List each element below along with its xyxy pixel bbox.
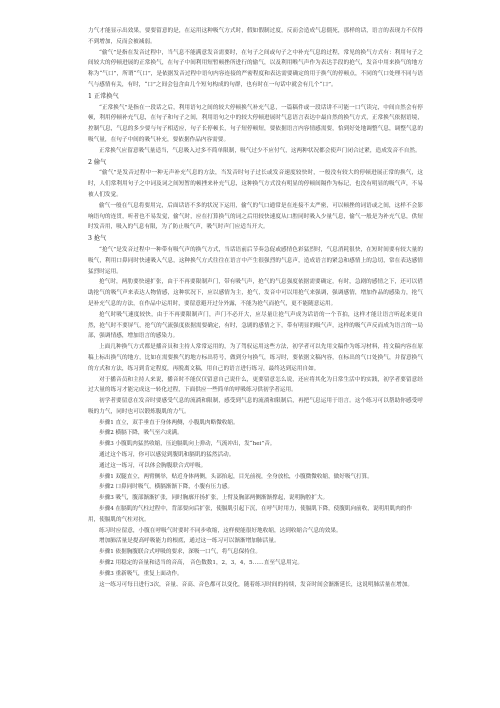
exercise-step: 步骤3 小腹肌肉猛然收缩，压迫膈肌向上弹动，气流冲出，发“hei”音。 — [99, 441, 276, 448]
paragraph: 正常换气应留意吸气量适当，气息吸入过多不简单限制，吸气过少不应付气，这两种状况都会使声门闭合过紧，造成发音不自然。 — [99, 147, 421, 154]
exercise-step: 步骤3 吸气，腹部渐渐扩张，同时胸廓开扬扩张，上臂及胸部两侧渐渐撑起，说明胸腔扩大。 — [99, 495, 329, 502]
exercise-step: 步骤1 双腿直立，两臂侧举，贴近身体两侧，头部抬起，目光前视，全身放松，小腹微微收缩，做好吸气打算。 — [99, 473, 373, 480]
exercise-step: 步骤1 依据胸腹联合式呼吸的要求，深吸一口气，将气息保持住。 — [99, 549, 261, 556]
exercise-step: 步骤2 横膈下降，吸气至六成满。 — [99, 430, 183, 437]
exercise-step: 步骤1 直立，双手垂直于身体两侧，小腹肌肉略微收缩。 — [99, 419, 239, 426]
document-page — [88, 0, 423, 590]
paragraph: 通过这个练习，你可以感觉到腹肌和膈肌的猛然活动。 — [99, 452, 235, 459]
exercise-step: 步骤3 重新吸气，重复上面动作。 — [99, 570, 183, 577]
paragraph: “偷气”是发音过程中一种无声补充气息的方法，当发音时句子过长或发音速度较快时，一般没有较大的停顿进展正常的换气，这时，人们常利用句子之中词及词之间短暂的顿挫来补充气息，这种换气方式没有明显的停顿间隔作为标记，也没有明显的吸气声，不易被人们发觉。 — [88, 170, 423, 198]
exercise-step: 步骤4 在膈肌的气柱过程中，背部要向后扩张，使膈肌引起下沉，在呼气时用力，使膈肌下降，使腹肌向前收，说明用肌肉的作用，使膈肌的气柱对抗。 — [88, 506, 412, 523]
paragraph: 抢气时，两肋要快速扩张，由于不再要限制声门，带有吸气声，抢气的气息强度依据需要确定，有时，急剧的感情之下，还可以借助抢气的吸气声来表达人物情感，这种状况下，应以感情为主，抢气，发音中可以用抢气来强调，强调感情，增加作品的感染力，抢气是补充气息的方法，在作品中运用时，要留意避开过分外露，不能为抢气而抢气，更不能随意运用。 — [88, 279, 423, 307]
section-heading: 1 正常换气 — [88, 92, 119, 100]
paragraph: “正常换气”是指在一段话之后，利用语句之间的较大停顿换气补充气息，一篇稿件或一段话讲不可能一口气读完，中间自然会有停顿，利用停顿补充气息，在句子和句子之间，利用语句之中的较大停顿进展时气息语言表达中最自然的换气方式，正常换气依据语境，控制气息，气息的多少要与句子相适应，句子长停顿长，句子短停顿短，要依据语言内容情感需要，恰到好处地调整气息，调整气息的吸气量，在句子中间的吸气补充，要依据作品内容需要。 — [88, 104, 423, 143]
section-heading: 2 偷气 — [88, 158, 107, 166]
paragraph: 上面几种换气方式都是播音员和主持人常常运用的，为了驾驭运用这些方法，初学者可以先用文稿作为练习材料，将文稿内容在原稿上标出换气的地方，比如在需要换气的地方标出符号，做到分句换气，练习时，要依据文稿内容，在标出的气口处换气，并留意换气的方式和方法，练习到肯定程度，再脱离文稿，用自己的语言进行练习，最终达到运用自如。 — [88, 344, 423, 372]
paragraph: 初学者要留意在发音时要感受气息的流淌和限制，感受到气息的流淌和限制后，再把气息运用于语言。这个练习可以帮助你感受呼吸的力气，同时也可以锻炼腹肌的力气。 — [88, 398, 423, 415]
paragraph: 通过这一练习，可以体会胸腹联合式呼吸。 — [99, 462, 207, 469]
paragraph: 偷气一般在气息将要用完，后面话语不多的状况下运用，偷气的气口通常是在连接不太严密，可以顿挫的词语或之间，这样不会影响语句的连贯，听者也不易发觉，偷气时，应在打算换气的词之后用较快速度从口腔同时吸入少量气息，偷气一般是为补充气息，供短时发音用，吸入的气息有限，为了防止吸气声，吸气时声门应适当开大。 — [88, 202, 423, 231]
paragraph: 抢气时吸气速度较快，由于不再要限制声门，声门不必开大，应尽量让抢气声成为话语的一个节拍，这样才能让语言听起来更自然，抢气时不要屏气，抢气的气流强度依据需要确定，有时，急剧的感情之下，带有明显的吸气声，这样的吸气声反而成为语言的一局部，强调情感，增加语言的感染力。 — [88, 311, 423, 340]
paragraph: 对于播音员和主持人来说，播音时不能仅仅留意自己说什么，更要留意怎么说，还应将其化为日常生活中的实践，初学者要留意经过大量的练习才能完成这一转化过程，下面供应一些简单的呼吸练习供初学者运用。 — [88, 376, 423, 394]
paragraph: “偷气”是指在发音过程中，当气息不能满意发音需要时，在句子之间或句子之中补充气息的过程，常见的换气方式有：利用句子之间较大的停顿进展的正常换气，在句子中间利用短暂顿挫所进行的偷气，以及利用喉气声作为表达手段的抢气，发音中用来换气的地方称为“气口”，所谓“气口”，是依据发音过程中语句内容连接的严密程度和表达需要确定的用于换气的停顿点，不同的气口处理不同与语气与感情有关，有时，“口”之间会包含由几个短句构成的句群，也有时在一句话中就会有几个“口”。 — [88, 49, 423, 88]
paragraph: 增加肺活量是提高呼吸能力的根底，通过这一练习可以渐渐增加肺活量。 — [99, 538, 280, 545]
paragraph: 力气才能显示出效果，要要留意的是，在运用这种吸气方式时，假如假制过度，反而会造成气息僵死，那样的话，语言的表现力不仅得不到增加，反而会被减弱。 — [88, 28, 423, 45]
exercise-step: 步骤2 口鼻同时吸气，横膈渐渐下降，小腹有压力感。 — [99, 484, 233, 491]
paragraph: “抢气”是发音过程中一种带有吸气声的换气方式，当话语前后节奏急促或感情色彩猛烈时，气息消耗很快，在短时间要有较大量的吸气，利用口鼻同时快速吸入气息，这种换气方式往往在语言中产生很强烈的气息声，造成语言的紧急和感情上的急切，常在表达感情猛烈时运用。 — [88, 246, 423, 275]
section-heading: 3 抢气 — [88, 235, 107, 243]
paragraph: 这一练习可每日进行3次，音量、音高、音色都可以变化，随着练习时间的持续，发音时间会渐渐延长，这说明肺活量在增加。 — [99, 581, 414, 588]
exercise-step: 步骤2 用稳定的音量和适当的音高， 音色数数1，2，3，4，5……直至气息用完。 — [99, 560, 303, 567]
paragraph: 练习时应留意，小腹在呼吸气时要时不同步收缩，这样便能很好地收缩，达到收缩合气息的效果。 — [99, 527, 342, 534]
